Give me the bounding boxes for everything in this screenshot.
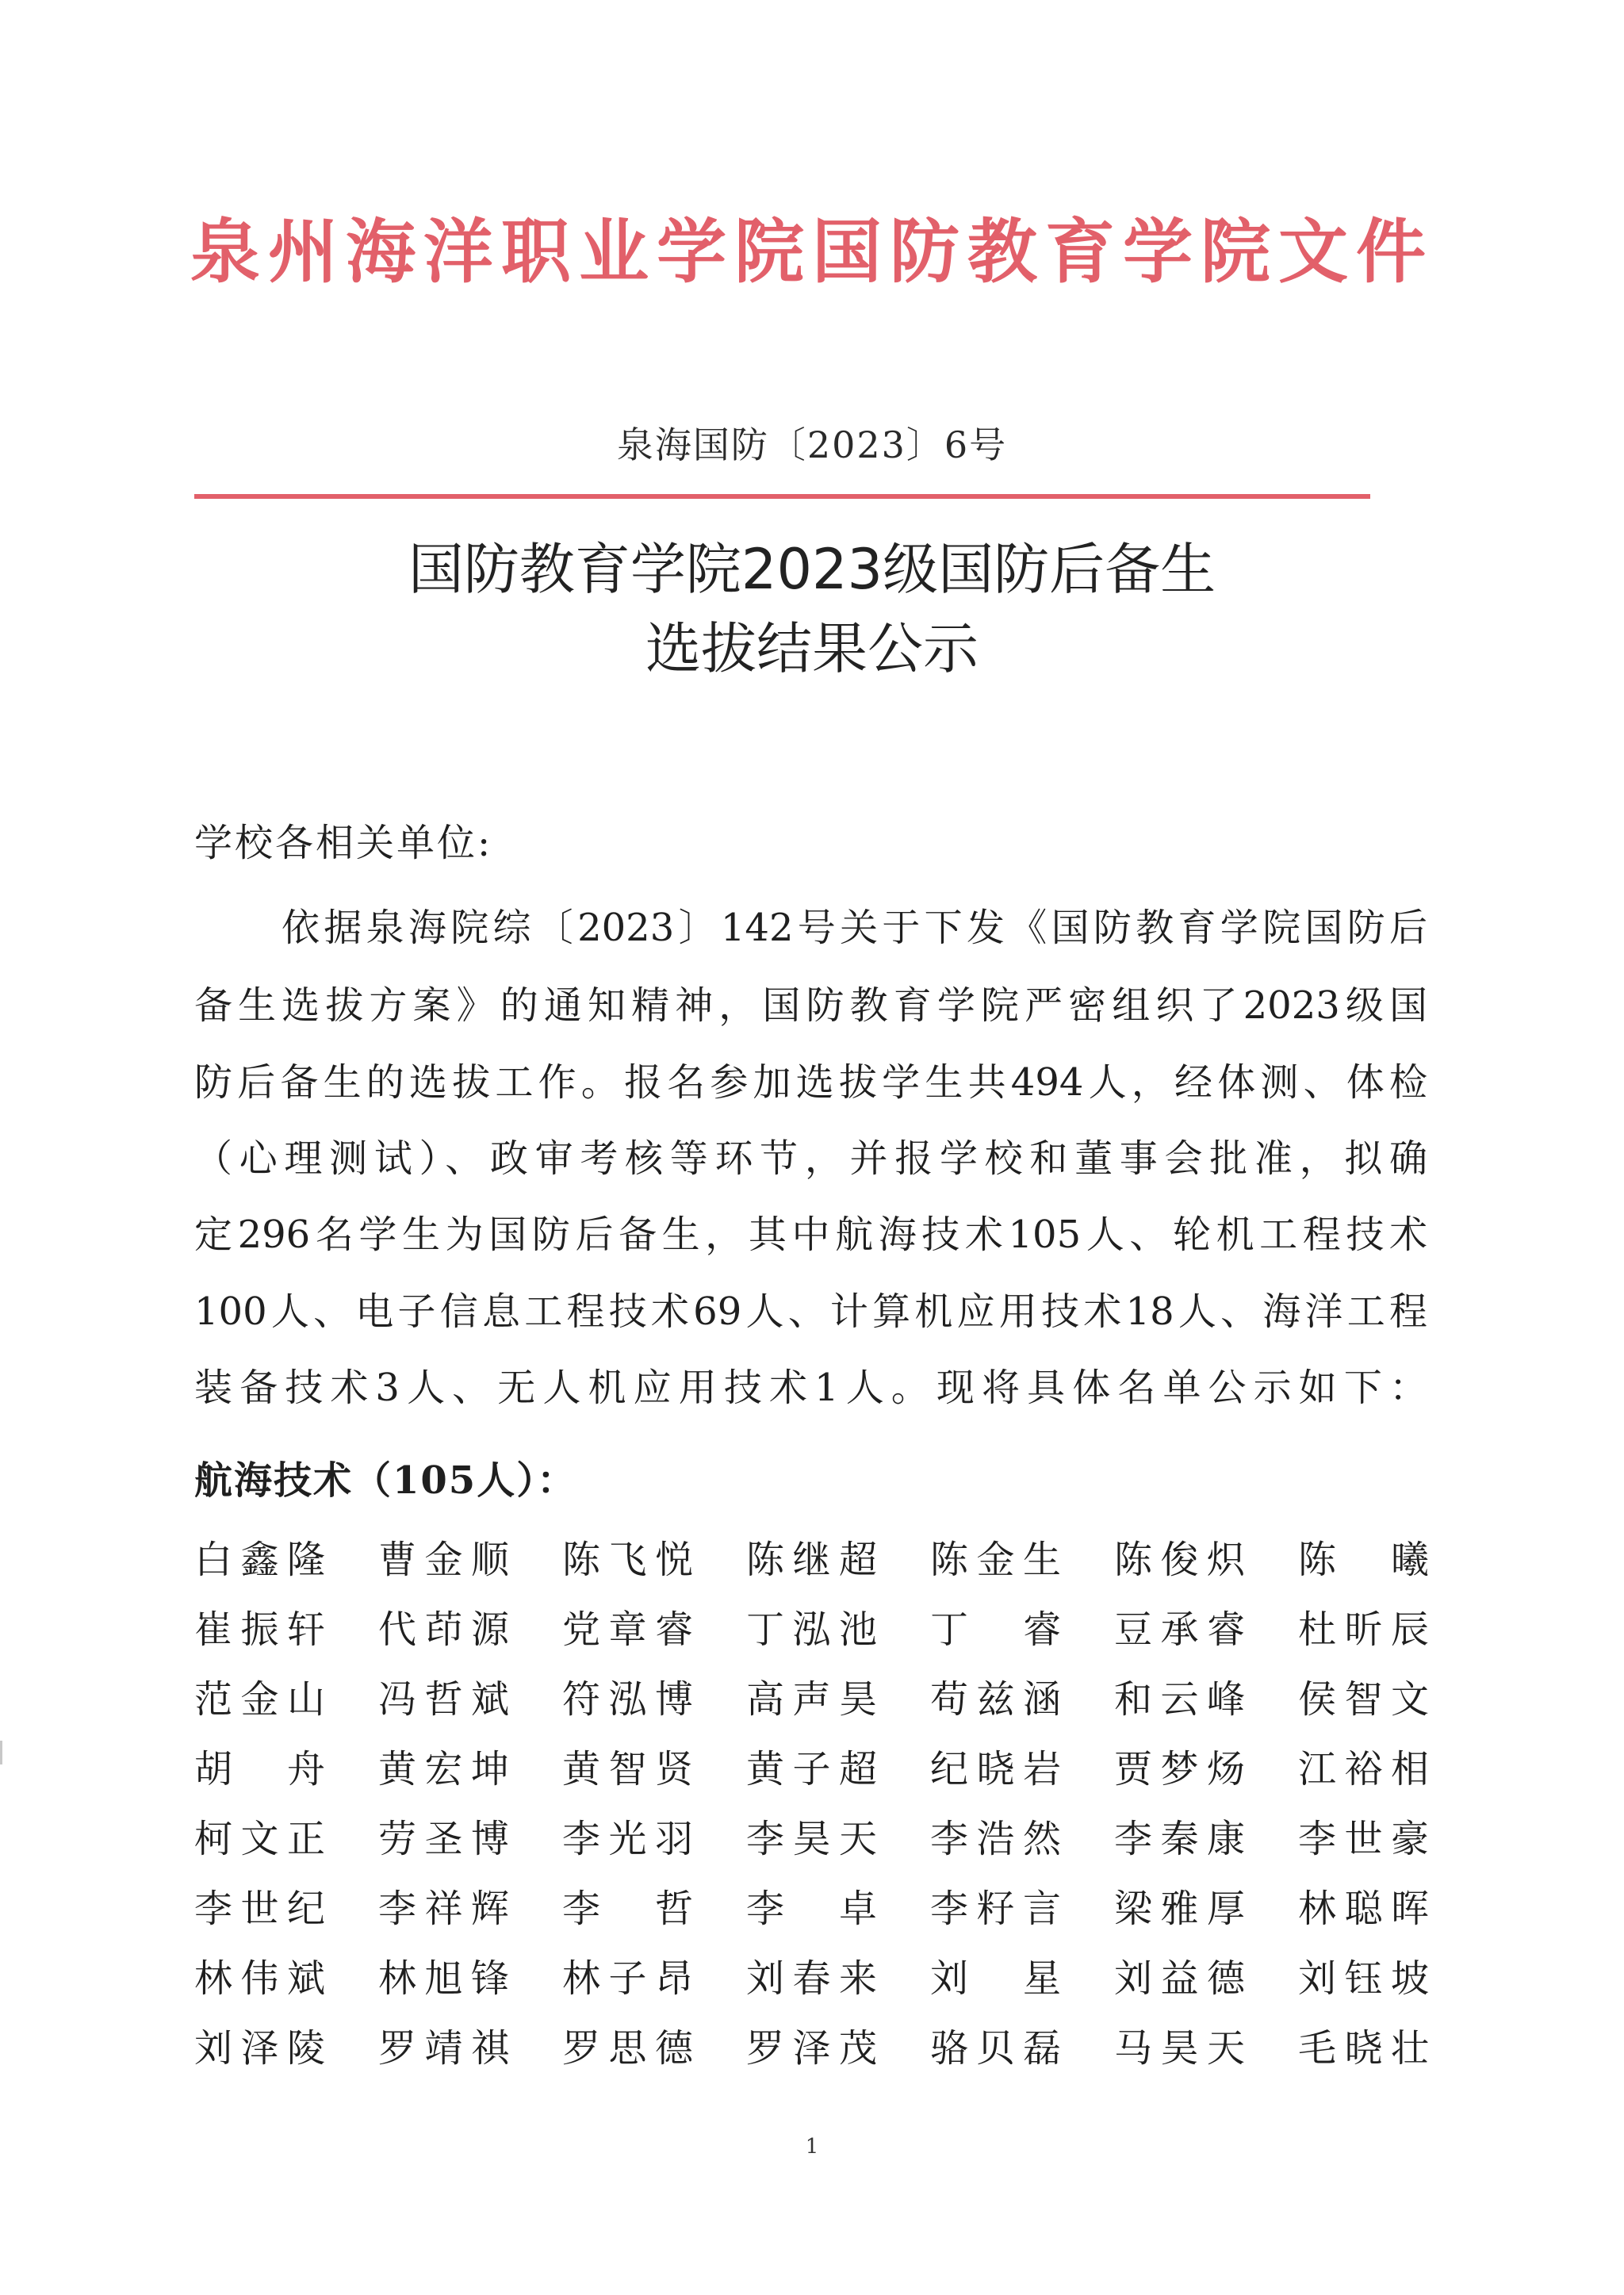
student-name: 刘泽陵 bbox=[194, 2025, 325, 2071]
name-cell bbox=[194, 1669, 378, 1723]
student-name: 李秦康 bbox=[1114, 1816, 1245, 1861]
student-name: 黄子超 bbox=[746, 1746, 877, 1791]
student-name: 丁 睿 bbox=[930, 1607, 1061, 1652]
name-row bbox=[194, 2010, 1435, 2079]
student-name: 黄宏坤 bbox=[378, 1746, 509, 1791]
student-name: 苟兹涵 bbox=[930, 1676, 1061, 1722]
name-cell bbox=[378, 1808, 562, 1863]
student-name: 林聪晖 bbox=[1298, 1886, 1429, 1931]
student-name: 和云峰 bbox=[1114, 1676, 1245, 1722]
student-name: 陈继超 bbox=[746, 1537, 877, 1582]
section-title-navigation: 航海技术（105人）： bbox=[194, 1458, 577, 1503]
student-name: 罗靖祺 bbox=[378, 2025, 509, 2071]
name-cell bbox=[1114, 1738, 1298, 1793]
student-name: 李昊天 bbox=[746, 1816, 877, 1861]
student-name: 豆承睿 bbox=[1114, 1607, 1245, 1652]
student-name: 林旭锋 bbox=[378, 1956, 509, 2001]
student-name: 黄智贤 bbox=[562, 1746, 693, 1791]
name-cell bbox=[562, 1808, 746, 1863]
name-row bbox=[194, 1521, 1435, 1591]
name-cell bbox=[378, 1599, 562, 1653]
student-name: 马昊天 bbox=[1114, 2025, 1245, 2071]
name-cell bbox=[378, 1669, 562, 1723]
student-name: 李 卓 bbox=[746, 1886, 877, 1931]
name-cell bbox=[1298, 1808, 1482, 1863]
student-name: 陈 曦 bbox=[1298, 1537, 1429, 1582]
name-row bbox=[194, 1870, 1435, 1940]
name-cell bbox=[378, 1948, 562, 2002]
student-name: 李籽言 bbox=[930, 1886, 1061, 1931]
notice-title-line-1: 国防教育学院2023级国防后备生 bbox=[408, 537, 1216, 602]
student-name: 骆贝磊 bbox=[930, 2025, 1061, 2071]
name-cell bbox=[746, 1738, 930, 1793]
name-cell bbox=[930, 1738, 1114, 1793]
name-cell bbox=[930, 1808, 1114, 1863]
name-cell bbox=[194, 1529, 378, 1584]
name-cell bbox=[1298, 1738, 1482, 1793]
student-name: 范金山 bbox=[194, 1676, 325, 1722]
body-line: 定296名学生为国防后备生，其中航海技术105人、轮机工程技术 bbox=[194, 1213, 1427, 1257]
student-name: 侯智文 bbox=[1298, 1676, 1429, 1722]
student-name: 符泓博 bbox=[562, 1676, 693, 1722]
name-cell bbox=[562, 1669, 746, 1723]
name-cell bbox=[746, 1529, 930, 1584]
name-cell bbox=[1114, 1599, 1298, 1653]
name-cell bbox=[930, 1529, 1114, 1584]
name-cell bbox=[194, 1878, 378, 1933]
student-name: 纪晓岩 bbox=[930, 1746, 1061, 1791]
name-cell bbox=[746, 1669, 930, 1723]
student-name: 李 哲 bbox=[562, 1886, 693, 1931]
name-cell bbox=[1298, 1878, 1482, 1933]
student-name: 李浩然 bbox=[930, 1816, 1061, 1861]
name-cell bbox=[746, 1878, 930, 1933]
name-cell bbox=[746, 1599, 930, 1653]
name-cell bbox=[746, 1808, 930, 1863]
body-line: 备生选拔方案》的通知精神，国防教育学院严密组织了2023级国 bbox=[194, 983, 1427, 1028]
name-cell bbox=[562, 1878, 746, 1933]
student-name: 崔振轩 bbox=[194, 1607, 325, 1652]
name-cell bbox=[194, 2017, 378, 2072]
name-cell bbox=[378, 1738, 562, 1793]
body-line: 100人、电子信息工程技术69人、计算机应用技术18人、海洋工程 bbox=[194, 1289, 1427, 1334]
name-cell bbox=[194, 1738, 378, 1793]
student-name: 白鑫隆 bbox=[194, 1537, 325, 1582]
name-row bbox=[194, 1800, 1435, 1870]
student-name: 刘益德 bbox=[1114, 1956, 1245, 2001]
body-line: （心理测试）、政审考核等环节，并报学校和董事会批准，拟确 bbox=[194, 1136, 1427, 1181]
name-cell bbox=[562, 1599, 746, 1653]
name-cell bbox=[1114, 1669, 1298, 1723]
name-row bbox=[194, 1591, 1435, 1661]
student-name: 冯哲斌 bbox=[378, 1676, 509, 1722]
student-name: 胡 舟 bbox=[194, 1746, 325, 1791]
name-list bbox=[194, 1521, 1435, 2079]
name-cell bbox=[1298, 2017, 1482, 2072]
scan-edge-mark bbox=[0, 1741, 2, 1764]
student-name: 毛晓壮 bbox=[1298, 2025, 1429, 2071]
name-cell bbox=[1114, 2017, 1298, 2072]
name-cell bbox=[1114, 1529, 1298, 1584]
student-name: 李世豪 bbox=[1298, 1816, 1429, 1861]
name-cell bbox=[1114, 1878, 1298, 1933]
name-cell bbox=[1298, 1669, 1482, 1723]
document-number: 泉海国防〔2023〕6号 bbox=[616, 423, 1008, 466]
name-row bbox=[194, 1940, 1435, 2010]
page-number: 1 bbox=[805, 2135, 819, 2159]
student-name: 陈飞悦 bbox=[562, 1537, 693, 1582]
student-name: 高声昊 bbox=[746, 1676, 877, 1722]
name-cell bbox=[930, 1948, 1114, 2002]
student-name: 柯文正 bbox=[194, 1816, 325, 1861]
name-cell bbox=[562, 1738, 746, 1793]
name-cell bbox=[378, 1878, 562, 1933]
student-name: 刘春来 bbox=[746, 1956, 877, 2001]
student-name: 李祥辉 bbox=[378, 1886, 509, 1931]
student-name: 劳圣博 bbox=[378, 1816, 509, 1861]
name-cell bbox=[1298, 1599, 1482, 1653]
name-cell bbox=[930, 2017, 1114, 2072]
student-name: 党章睿 bbox=[562, 1607, 693, 1652]
student-name: 梁雅厚 bbox=[1114, 1886, 1245, 1931]
name-cell bbox=[1114, 1808, 1298, 1863]
name-cell bbox=[194, 1948, 378, 2002]
name-cell bbox=[562, 1529, 746, 1584]
student-name: 陈金生 bbox=[930, 1537, 1061, 1582]
name-cell bbox=[1298, 1948, 1482, 2002]
name-cell bbox=[1298, 1529, 1482, 1584]
name-cell bbox=[194, 1599, 378, 1653]
student-name: 杜昕辰 bbox=[1298, 1607, 1429, 1652]
name-row bbox=[194, 1730, 1435, 1800]
student-name: 丁泓池 bbox=[746, 1607, 877, 1652]
body-line: 装备技术3人、无人机应用技术1人。现将具体名单公示如下： bbox=[194, 1366, 1427, 1410]
student-name: 江裕相 bbox=[1298, 1746, 1429, 1791]
student-name: 贾梦炀 bbox=[1114, 1746, 1245, 1791]
student-name: 陈俊炽 bbox=[1114, 1537, 1245, 1582]
student-name: 刘钰坡 bbox=[1298, 1956, 1429, 2001]
name-cell bbox=[930, 1878, 1114, 1933]
name-cell bbox=[194, 1808, 378, 1863]
red-divider-line bbox=[194, 494, 1370, 499]
student-name: 林子昂 bbox=[562, 1956, 693, 2001]
student-name: 曹金顺 bbox=[378, 1537, 509, 1582]
notice-title-line-2: 选拔结果公示 bbox=[645, 616, 979, 681]
student-name: 李光羽 bbox=[562, 1816, 693, 1861]
name-cell bbox=[930, 1599, 1114, 1653]
letterhead-title: 泉州海洋职业学院国防教育学院文件 bbox=[190, 211, 1434, 293]
name-cell bbox=[378, 1529, 562, 1584]
student-name: 刘 星 bbox=[930, 1956, 1061, 2001]
name-cell bbox=[562, 2017, 746, 2072]
salutation: 学校各相关单位: bbox=[194, 821, 493, 865]
name-cell bbox=[930, 1669, 1114, 1723]
student-name: 代茚源 bbox=[378, 1607, 509, 1652]
name-cell bbox=[746, 2017, 930, 2072]
name-cell bbox=[562, 1948, 746, 2002]
name-cell bbox=[1114, 1948, 1298, 2002]
name-cell bbox=[746, 1948, 930, 2002]
student-name: 林伟斌 bbox=[194, 1956, 325, 2001]
student-name: 李世纪 bbox=[194, 1886, 325, 1931]
name-row bbox=[194, 1661, 1435, 1730]
body-line: 依据泉海院综〔2023〕142号关于下发《国防教育学院国防后 bbox=[282, 906, 1427, 950]
student-name: 罗泽茂 bbox=[746, 2025, 877, 2071]
student-name: 罗思德 bbox=[562, 2025, 693, 2071]
name-cell bbox=[378, 2017, 562, 2072]
body-line: 防后备生的选拔工作。报名参加选拔学生共494人，经体测、体检 bbox=[194, 1060, 1427, 1105]
